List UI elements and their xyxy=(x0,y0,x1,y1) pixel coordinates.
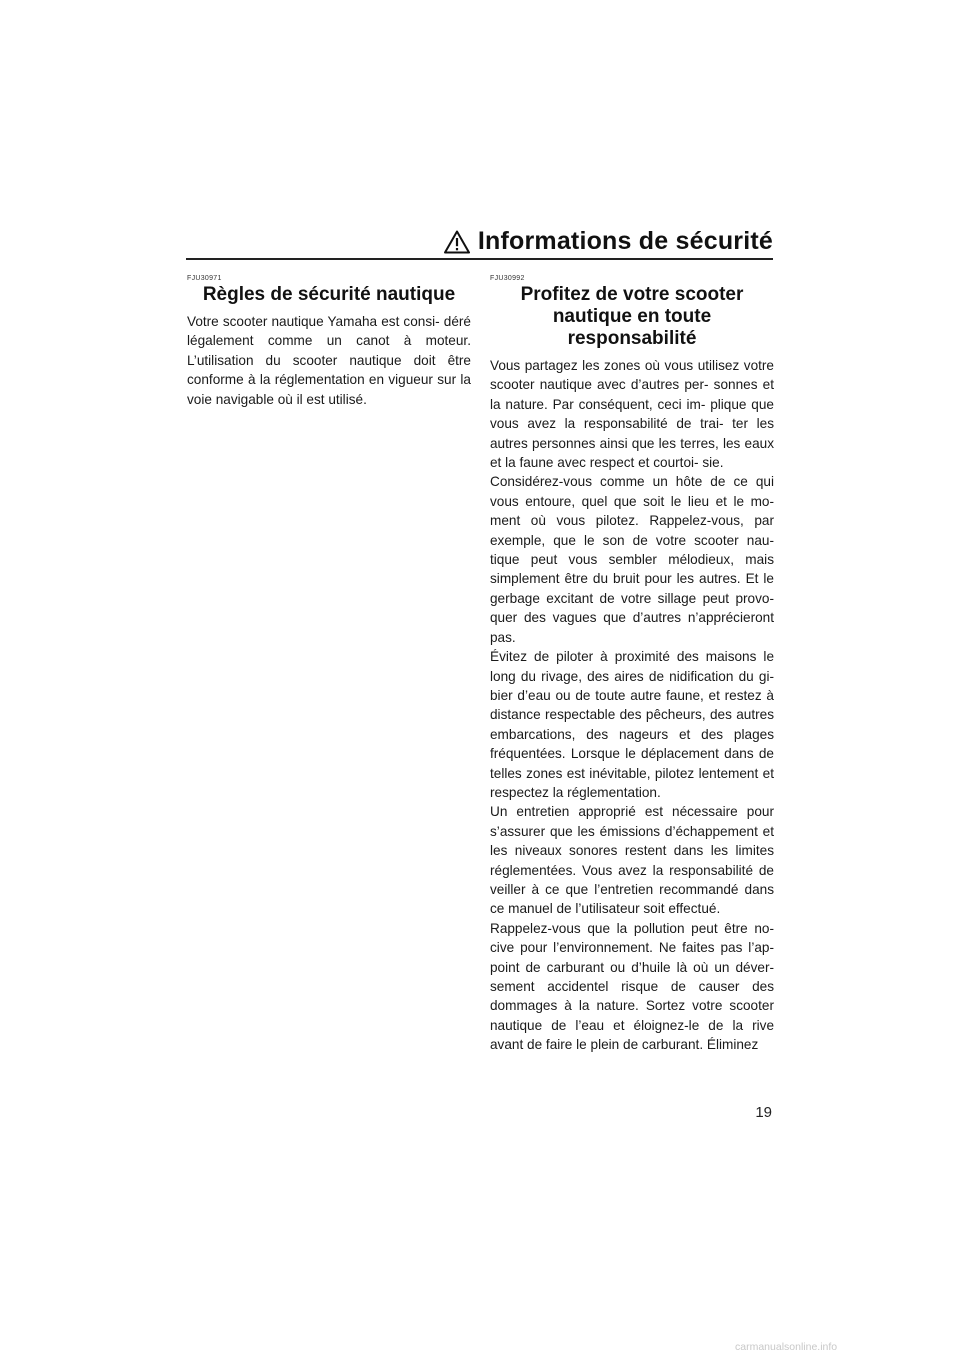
paragraph: Vous partagez les zones où vous utilisez votre scooter nautique avec d’autres per- sonnes et la nature. Par conséquent, ceci im- plique que vous avez la responsabilité de trai- ter les autres personnes ainsi que les terres, les eaux et la faune avec respect et courtoi- sie. xyxy=(490,358,774,471)
section-code: FJU30971 xyxy=(187,275,222,282)
section-title-line: Profitez de votre scooter xyxy=(520,284,744,305)
warning-triangle-icon xyxy=(444,230,470,254)
paragraph: Évitez de piloter à proximité des maisons le long du rivage, des aires de nidification du gi- bier d’eau ou de toute autre faune, et restez à distance respectable des pêcheurs, des autres embarcations, des nageurs et des plages fréquentées. Lorsque le déplacement dans de telles zones est inévitable, pilotez lentement et respectez la réglementation. xyxy=(490,649,774,800)
paragraph: Un entretien approprié est nécessaire pour s’assurer que les émissions d’échappement et les niveaux sonores restent dans les limites réglementées. Vous avez la responsabilité de veiller à ce que l’entretien recommandé dans ce manuel de l’utilisateur soit effectué. xyxy=(490,804,774,917)
paragraph: Considérez-vous comme un hôte de ce qui vous entoure, quel que soit le lieu et le mo- ment où vous pilotez. Rappelez-vous, par exemple, que le son de votre scooter nau- tique peut vous sembler mélodieux, mais simplement être du bruit pour les autres. Et le gerbage excitant de votre sillage peut provo- quer des vagues que d’autres n’apprécieront pas. xyxy=(490,474,774,645)
section-title: Règles de sécurité nautique xyxy=(202,284,456,305)
watermark: carmanualsonline.info xyxy=(735,1341,838,1353)
section-title-line: responsabilité xyxy=(567,328,697,349)
paragraph: Rappelez-vous que la pollution peut être no- cive pour l’environnement. Ne faites pas l’ap- point de carburant ou d’huile là où un déver- sement accidentel risque de causer des dommages à la nature. Sortez votre scooter nautique de l’eau et éloignez-le de la rive avant de faire le plein de carburant. Éliminez xyxy=(490,920,774,1053)
header-title: Informations de sécurité xyxy=(477,227,773,255)
page-number: 19 xyxy=(755,1104,772,1121)
section-code: FJU30992 xyxy=(490,275,525,282)
page-header xyxy=(186,224,773,260)
section-title-line: nautique en toute xyxy=(552,306,712,327)
header-inner xyxy=(444,227,773,256)
left-column xyxy=(187,275,471,409)
right-column xyxy=(490,275,774,1055)
section-title xyxy=(490,284,774,350)
paragraph: Votre scooter nautique Yamaha est consi- déré légalement comme un canot à moteur. L’utilisation du scooter nautique doit être conforme à la réglementation en vigueur sur la voie navigable où il est utilisé. xyxy=(187,314,471,407)
